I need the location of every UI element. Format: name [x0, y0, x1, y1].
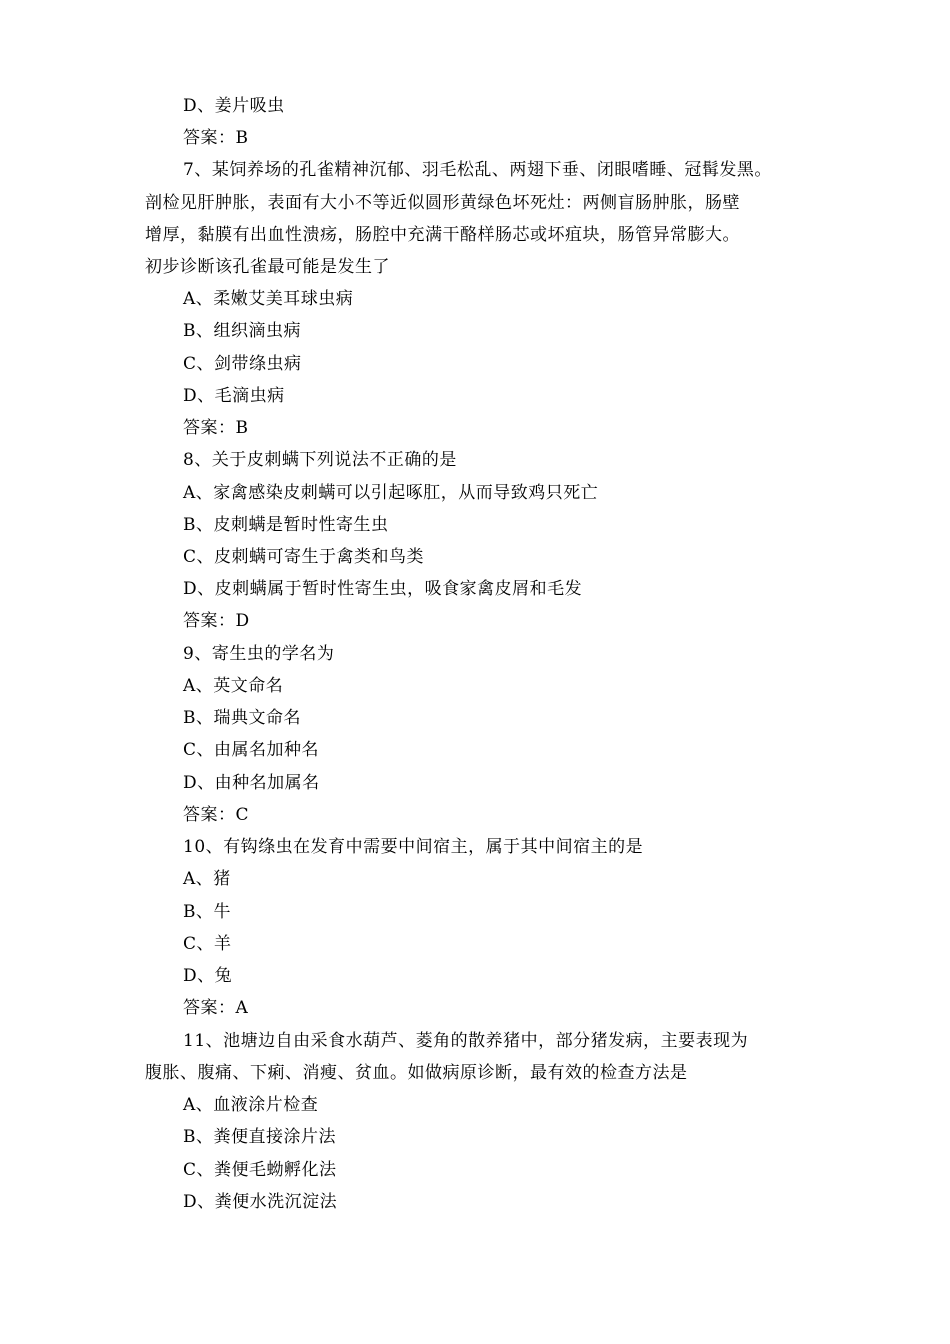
option-a: A、猪: [183, 869, 231, 889]
question-9: 9、寄生虫的学名为: [183, 644, 335, 664]
question-7-continued: 初步诊断该孔雀最可能是发生了: [145, 257, 390, 277]
answer-line: 答案：D: [183, 611, 250, 631]
option-c: C、粪便毛蚴孵化法: [183, 1160, 337, 1180]
option-b: B、皮刺螨是暂时性寄生虫: [183, 515, 389, 535]
option-c: C、羊: [183, 934, 232, 954]
option-c: C、剑带绦虫病: [183, 354, 302, 374]
question-10: 10、有钩绦虫在发育中需要中间宿主，属于其中间宿主的是: [183, 837, 644, 857]
answer-line: 答案：C: [183, 805, 250, 825]
question-7: 7、某饲养场的孔雀精神沉郁、羽毛松乱、两翅下垂、闭眼嗜睡、冠髯发黑。: [183, 160, 772, 180]
option-c: C、皮刺螨可寄生于禽类和鸟类: [183, 547, 425, 567]
option-c: C、由属名加种名: [183, 740, 320, 760]
option-d: D、兔: [183, 966, 233, 986]
option-d: D、皮刺螨属于暂时性寄生虫，吸食家禽皮屑和毛发: [183, 579, 583, 599]
question-11-continued: 腹胀、腹痛、下痢、消瘦、贫血。如做病原诊断，最有效的检查方法是: [145, 1063, 688, 1083]
option-b: B、牛: [183, 902, 231, 922]
question-7-continued: 增厚，黏膜有出血性溃疡，肠腔中充满干酪样肠芯或坏疽块，肠管异常膨大。: [145, 225, 740, 245]
option-b: B、瑞典文命名: [183, 708, 301, 728]
option-a: A、柔嫩艾美耳球虫病: [183, 289, 354, 309]
question-11: 11、池塘边自由采食水葫芦、菱角的散养猪中，部分猪发病，主要表现为: [183, 1031, 749, 1051]
question-7-continued: 剖检见肝肿胀，表面有大小不等近似圆形黄绿色坏死灶：两侧盲肠肿胀，肠壁: [145, 193, 740, 213]
option-a: A、血液涂片检查: [183, 1095, 319, 1115]
option-d: D、姜片吸虫: [183, 96, 285, 116]
option-d: D、由种名加属名: [183, 773, 320, 793]
option-d: D、粪便水洗沉淀法: [183, 1192, 338, 1212]
option-b: B、组织滴虫病: [183, 321, 301, 341]
answer-line: 答案：B: [183, 418, 249, 438]
option-b: B、粪便直接涂片法: [183, 1127, 336, 1147]
option-a: A、英文命名: [183, 676, 284, 696]
answer-line: 答案：A: [183, 998, 249, 1018]
answer-line: 答案：B: [183, 128, 249, 148]
question-8: 8、关于皮刺螨下列说法不正确的是: [183, 450, 457, 470]
option-d: D、毛滴虫病: [183, 386, 285, 406]
option-a: A、家禽感染皮刺螨可以引起啄肛，从而导致鸡只死亡: [183, 483, 599, 503]
